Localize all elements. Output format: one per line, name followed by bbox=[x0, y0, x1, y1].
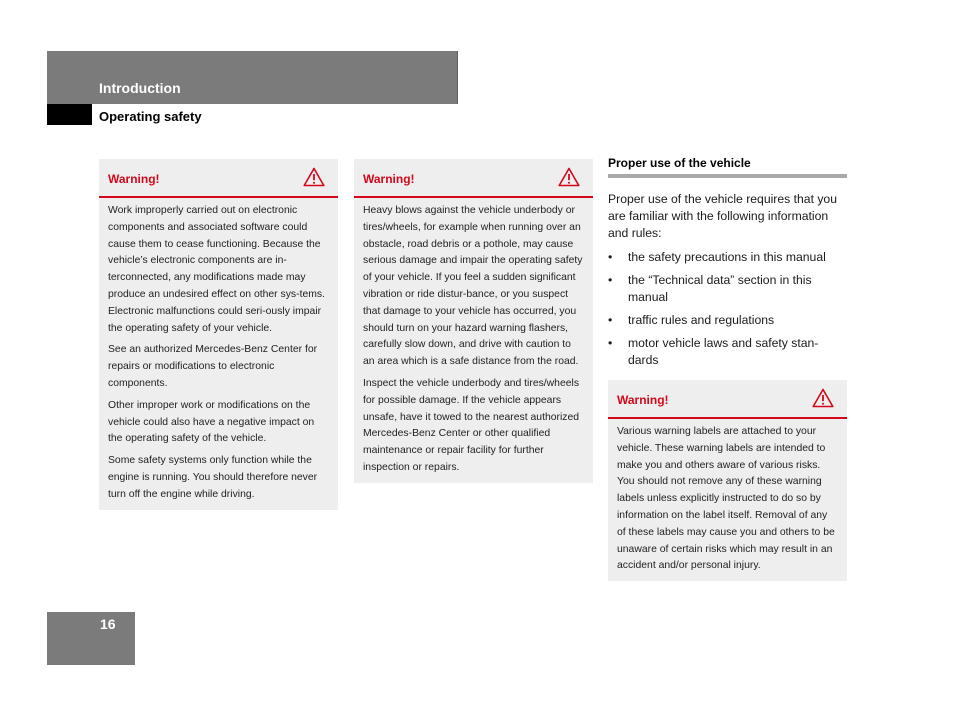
list-item bbox=[608, 335, 847, 369]
warning-paragraph: Inspect the vehicle underbody and tires/wheels for possible damage. If the vehicle appears unsafe, have it towed to the nearest authorized Mercedes-Benz Center or other qualified maintenance or repair facility for further inspection or repairs. bbox=[363, 377, 580, 473]
bullet-icon: • bbox=[608, 250, 613, 264]
proper-use-section bbox=[608, 156, 847, 375]
warning-paragraph: See an authorized Mercedes-Benz Center for repairs or modifications to electronic components. bbox=[108, 344, 318, 389]
bullet-icon: • bbox=[608, 273, 613, 287]
list-item bbox=[608, 272, 847, 306]
page-number-box bbox=[47, 612, 135, 665]
section-title: Introduction bbox=[99, 80, 181, 96]
rules-list bbox=[608, 249, 847, 369]
warning-body bbox=[99, 198, 338, 510]
subsection-title: Operating safety bbox=[99, 109, 202, 124]
list-item-text: motor vehicle laws and safety stan-dards bbox=[628, 336, 819, 367]
warning-paragraph: Work improperly carried out on electronic components and associated software could cause them to cease functioning. Because the vehicle’s electronic components are in-terconnected, any modifications made may produce an undesired effect on other sys-tems. Electronic malfunctions could seri-ously impair the operating safety of your vehicle. bbox=[108, 205, 325, 334]
warning-triangle-icon bbox=[558, 167, 580, 187]
bullet-icon: • bbox=[608, 313, 613, 327]
section-marker bbox=[47, 104, 92, 125]
warning-triangle-icon bbox=[812, 388, 834, 408]
header-bar bbox=[47, 51, 458, 104]
warning-header bbox=[99, 159, 338, 198]
intro-text: Proper use of the vehicle requires that you are familiar with the following information and rules: bbox=[608, 192, 837, 240]
warning-paragraph: Various warning labels are attached to your vehicle. These warning labels are intended to make you and others aware of various risks. You should not remove any of these warning labels unless explicitly instructed to do so by information on the label itself. Removal of any of these labels may cause you and others to be unaware of certain risks which may result in an accident and/or personal injury. bbox=[617, 426, 835, 572]
warning-triangle-icon bbox=[303, 167, 325, 187]
warning-box-labels bbox=[608, 380, 847, 581]
warning-label: Warning! bbox=[363, 172, 415, 186]
warning-paragraph: Other improper work or modifications on the vehicle could also have a negative impact on the operating safety of the vehicle. bbox=[108, 399, 315, 445]
warning-box-underbody bbox=[354, 159, 593, 483]
warning-paragraph: Some safety systems only function while the engine is running. You should therefore never turn off the engine while driving. bbox=[108, 455, 318, 500]
list-item bbox=[608, 249, 847, 266]
list-item-text: traffic rules and regulations bbox=[628, 313, 775, 327]
list-item-text: the safety precautions in this manual bbox=[628, 250, 826, 264]
warning-paragraph: Heavy blows against the vehicle underbody or tires/wheels, for example when running over an obstacle, road debris or a pothole, may cause serious damage and impair the operating safety of your vehicle. If you feel a sudden significant vibration or ride distur-bance, or you suspect that damage to your vehicle has occurred, you should turn on your hazard warning flashers, carefully slow down, and drive with caution to an area which is a safe distance from the road. bbox=[363, 205, 583, 368]
warning-body bbox=[354, 198, 593, 483]
list-item-text: the “Technical data” section in this manual bbox=[628, 273, 812, 304]
warning-body bbox=[608, 419, 847, 581]
page-number: 16 bbox=[100, 616, 116, 632]
warning-header bbox=[354, 159, 593, 198]
warning-label: Warning! bbox=[617, 393, 669, 407]
warning-header bbox=[608, 380, 847, 419]
section-heading: Proper use of the vehicle bbox=[608, 156, 847, 178]
warning-box-electronics bbox=[99, 159, 338, 510]
list-item bbox=[608, 312, 847, 329]
warning-label: Warning! bbox=[108, 172, 160, 186]
bullet-icon: • bbox=[608, 336, 613, 350]
